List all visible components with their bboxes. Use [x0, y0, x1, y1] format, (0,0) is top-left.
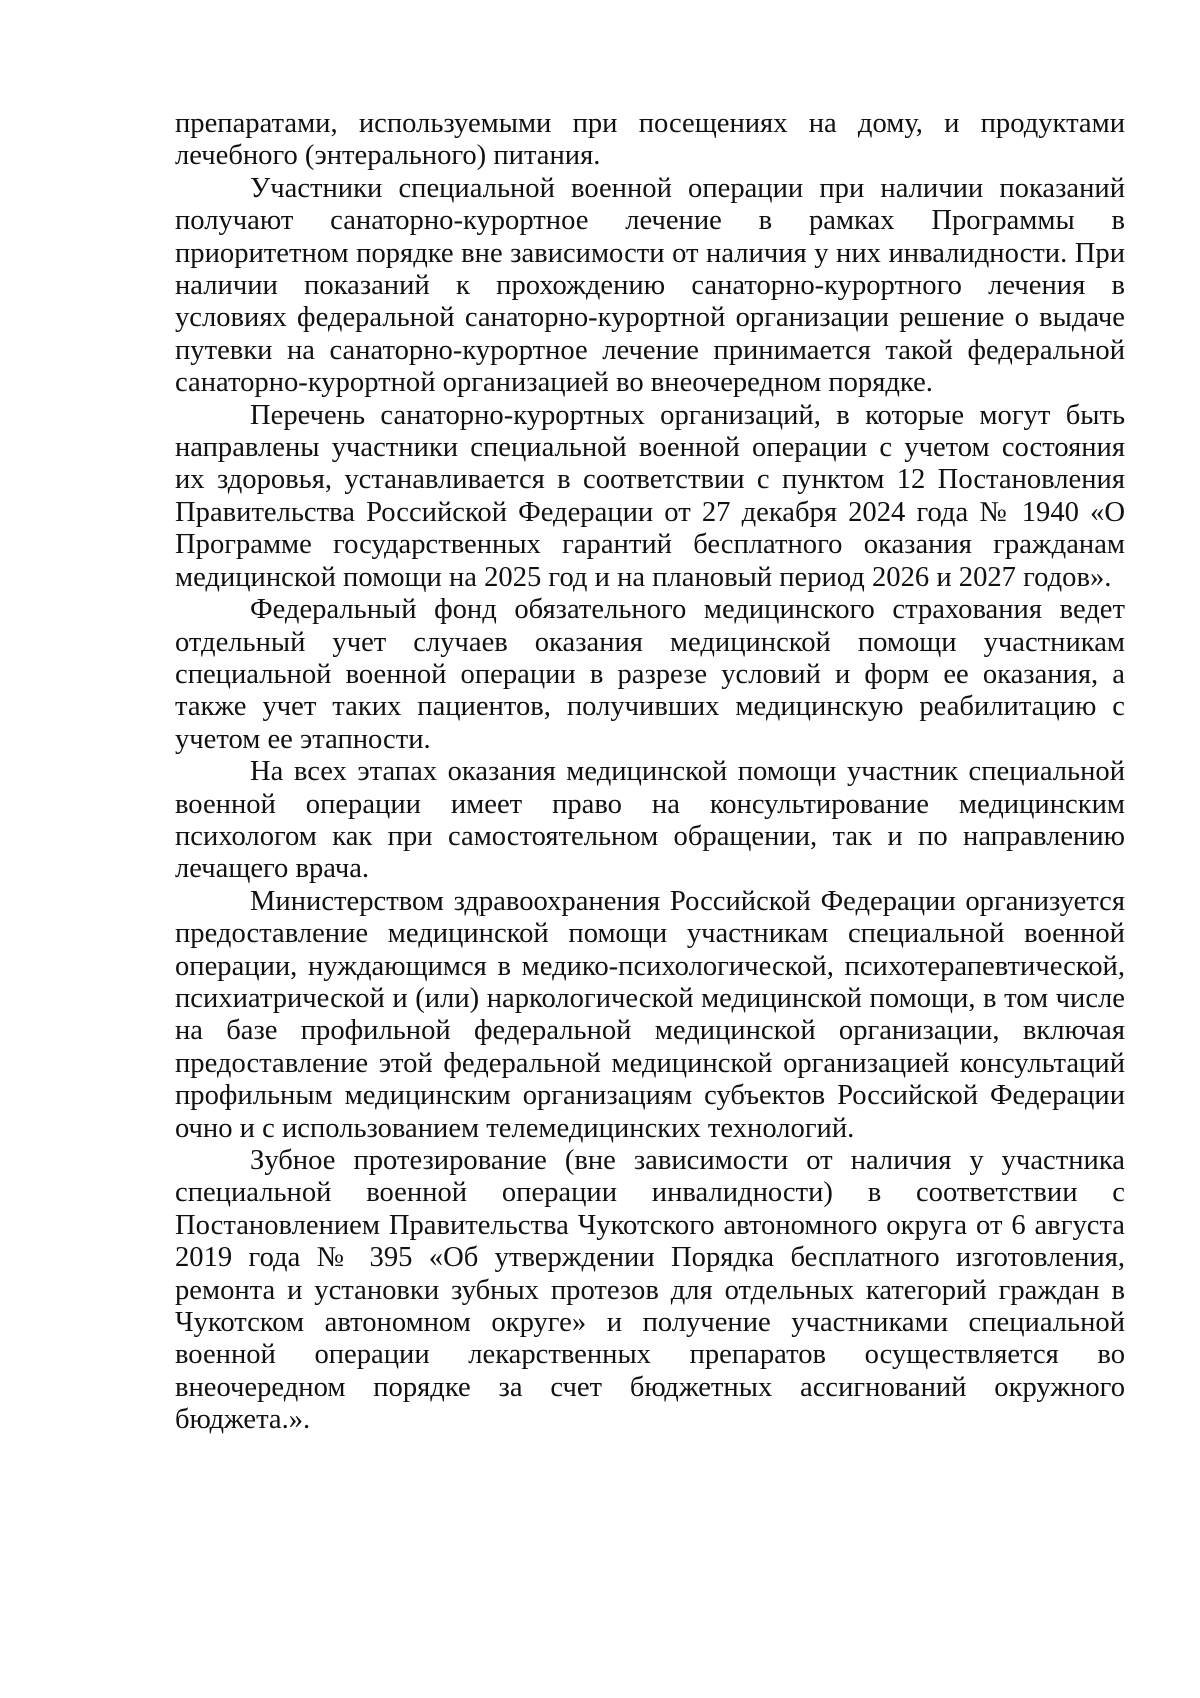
- document-page: [175, 108, 1125, 1437]
- paragraph-sanatorium-list: Перечень санаторно-курортных организаций, в которые могут быть направлены участники специальной военной операции с учетом состояния их здоровья, устанавливается в соответствии с пунктом 12 Постановления Правительства Российской Федерации от 27 декабря 2024 года № 1940 «О Программе государственных гарантий бесплатного оказания гражданам медицинской помощи на 2025 год и на плановый период 2026 и 2027 годов».: [175, 399, 1125, 593]
- paragraph-ministry-health: Министерством здравоохранения Российской Федерации организуется предоставление медицинской помощи участникам специальной военной операции, нуждающимся в медико-психологической, психотерапевтической, психиатрической и (или) наркологической медицинской помощи, в том числе на базе профильной федеральной медицинской организации, включая предоставление этой федеральной медицинской организацией консультаций профильным медицинским организациям субъектов Российской Федерации очно и с использованием телемедицинских технологий.: [175, 885, 1125, 1144]
- paragraph-psychologist: На всех этапах оказания медицинской помощи участник специальной военной операции имеет право на консультирование медицинским психологом как при самостоятельном обращении, так и по направлению лечащего врача.: [175, 756, 1125, 885]
- paragraph-sanatorium-treatment: Участники специальной военной операции при наличии показаний получают санаторно-курортное лечение в рамках Программы в приоритетном порядке вне зависимости от наличия у них инвалидности. При наличии показаний к прохождению санаторно-курортного лечения в условиях федеральной санаторно-курортной организации решение о выдаче путевки на санаторно-курортное лечение принимается такой федеральной санаторно-курортной организацией во внеочередном порядке.: [175, 172, 1125, 399]
- paragraph-insurance-fund: Федеральный фонд обязательного медицинского страхования ведет отдельный учет случаев оказания медицинской помощи участникам специальной военной операции в разрезе условий и форм ее оказания, а также учет таких пациентов, получивших медицинскую реабилитацию с учетом ее этапности.: [175, 594, 1125, 755]
- paragraph-continuation: препаратами, используемыми при посещениях на дому, и продуктами лечебного (энтерального) питания.: [175, 108, 1125, 172]
- paragraph-dental-prosthetics: Зубное протезирование (вне зависимости от наличия у участника специальной военной операции инвалидности) в соответствии с Постановлением Правительства Чукотского автономного округа от 6 августа 2019 года № 395 «Об утверждении Порядка бесплатного изготовления, ремонта и установки зубных протезов для отдельных категорий граждан в Чукотском автономном округе» и получение участниками специальной военной операции лекарственных препаратов осуществляется во внеочередном порядке за счет бюджетных ассигнований окружного бюджета.».: [175, 1145, 1125, 1436]
